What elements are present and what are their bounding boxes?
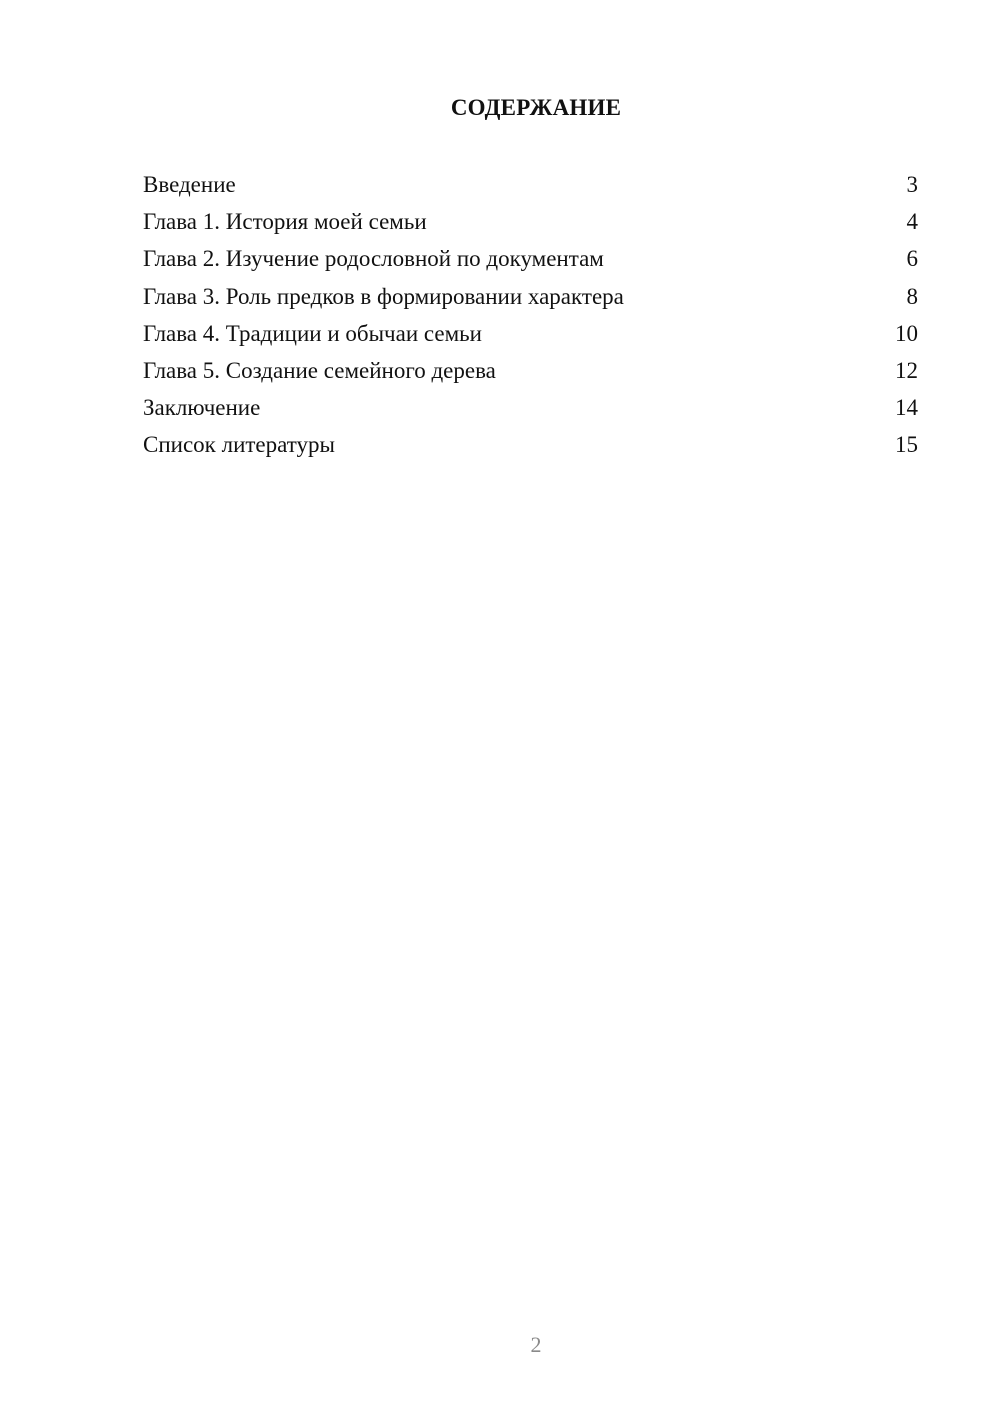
toc-entry-page: 12 bbox=[895, 357, 918, 383]
toc-entry-label: Заключение bbox=[143, 395, 261, 421]
page-number: 2 bbox=[530, 1332, 542, 1357]
toc-entry-label: Глава 3. Роль предков в формировании характера bbox=[143, 283, 624, 309]
toc-entry-bibliography bbox=[143, 428, 918, 465]
toc-entry-page: 4 bbox=[906, 209, 918, 235]
table-of-contents bbox=[143, 168, 918, 466]
toc-entry-label: Глава 4. Традиции и обычаи семьи bbox=[143, 320, 482, 346]
toc-entry-introduction bbox=[143, 168, 918, 205]
toc-entry-page: 14 bbox=[895, 395, 918, 421]
toc-entry-label: Введение bbox=[143, 172, 236, 197]
toc-entry-page: 3 bbox=[906, 172, 918, 197]
toc-entry-page: 10 bbox=[895, 320, 918, 346]
toc-entry-chapter-3 bbox=[143, 280, 918, 317]
toc-entry-page: 15 bbox=[895, 432, 918, 458]
toc-entry-page: 8 bbox=[906, 283, 918, 309]
toc-entry-label: Глава 5. Создание семейного дерева bbox=[143, 357, 496, 383]
toc-entry-page: 6 bbox=[906, 246, 918, 272]
toc-entry-conclusion bbox=[143, 391, 918, 428]
toc-entry-chapter-2 bbox=[143, 242, 918, 279]
toc-entry-chapter-4 bbox=[143, 317, 918, 354]
toc-entry-label: Глава 2. Изучение родословной по документам bbox=[143, 246, 604, 272]
toc-title: СОДЕРЖАНИЕ bbox=[450, 95, 622, 120]
toc-entry-chapter-1 bbox=[143, 205, 918, 242]
toc-entry-label: Список литературы bbox=[143, 432, 335, 458]
toc-entry-chapter-5 bbox=[143, 354, 918, 391]
toc-entry-label: Глава 1. История моей семьи bbox=[143, 209, 427, 235]
